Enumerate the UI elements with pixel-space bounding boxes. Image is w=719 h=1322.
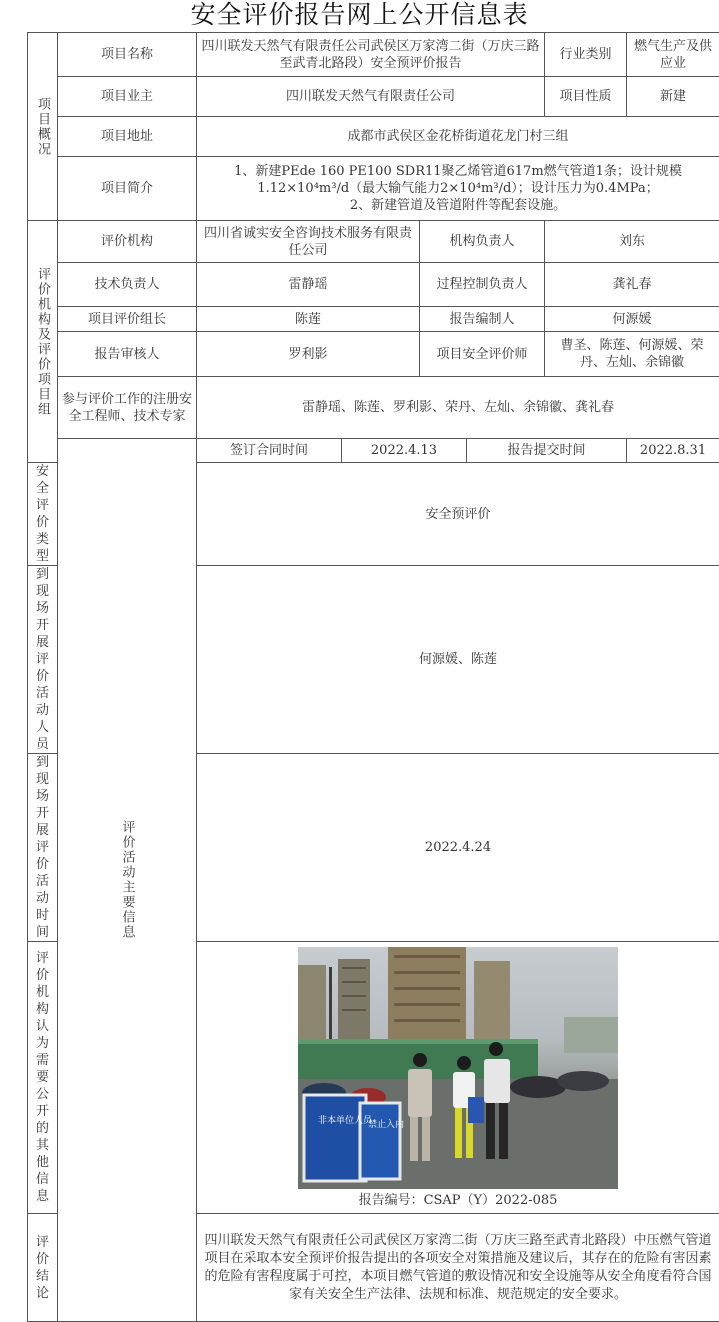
report-number: 报告编号：CSAP（Y）2022-085 (200, 1193, 716, 1209)
engineers-label: 参与评价工作的注册安全工程师、技术专家 (58, 377, 197, 439)
owner: 四川联发天然气有限责任公司 (197, 77, 545, 117)
conclusion-label: 评价结论 (28, 1214, 58, 1322)
reviewer-label: 报告审核人 (58, 332, 197, 377)
contract-date: 2022.4.13 (342, 439, 467, 463)
address-label: 项目地址 (58, 117, 197, 157)
writer: 何源媛 (545, 307, 719, 332)
agency: 四川省诚实安全咨询技术服务有限责任公司 (197, 221, 420, 263)
intro-line-1: 1、新建PEde 160 PE100 SDR11聚乙烯管道617m燃气管道1条；设计规模1.12×10⁴m³/d（最大输气能力2×10⁴m³/d）；设计压力为0.4MPa； (200, 163, 716, 197)
other-info-label: 评价机构认为需要公开的其他信息 (28, 942, 58, 1214)
project-name: 四川联发天然气有限责任公司武侯区万家湾二街（万庆三路至武青北路段）安全预评价报告 (197, 33, 545, 77)
other-info (197, 942, 719, 1214)
agency-label: 评价机构 (58, 221, 197, 263)
section-overview: 项目概况 (28, 33, 58, 221)
onsite-people-label: 到现场开展评价活动人员 (28, 566, 58, 754)
conclusion: 四川联发天然气有限责任公司武侯区万家湾二街（万庆三路至武青北路段）中压燃气管道项目在采取本安全预评价报告提出的各项安全对策措施及建议后，其存在的危险有害因素的危险有害程度属于可控，本项目燃气管道的敷设情况和安全设施等从安全角度看符合国家有关安全生产法律、法规和标准、规范规定的安全要求。 (197, 1214, 719, 1322)
agency-head: 刘东 (545, 221, 719, 263)
sign-text-1: 非本单位人员 (318, 1114, 373, 1126)
process-ctrl-label: 过程控制负责人 (420, 263, 545, 307)
tech-head: 雷静瑶 (197, 263, 420, 307)
industry: 燃气生产及供应业 (627, 33, 719, 77)
section-org: 评价机构及评价项目组 (28, 221, 58, 463)
site-photo-illustration (298, 947, 618, 1189)
intro-label: 项目简介 (58, 157, 197, 221)
evaluators-label: 项目安全评价师 (420, 332, 545, 377)
onsite-people: 何源媛、陈莲 (197, 566, 719, 754)
address: 成都市武侯区金花桥街道花龙门村三组 (197, 117, 719, 157)
owner-label: 项目业主 (58, 77, 197, 117)
tech-head-label: 技术负责人 (58, 263, 197, 307)
process-ctrl: 龚礼春 (545, 263, 719, 307)
leader-label: 项目评价组长 (58, 307, 197, 332)
onsite-time-label: 到现场开展评价活动时间 (28, 754, 58, 942)
engineers: 雷静瑶、陈莲、罗利影、荣丹、左灿、余锦徽、龚礼春 (197, 377, 719, 439)
project-name-label: 项目名称 (58, 33, 197, 77)
info-table (27, 32, 719, 1322)
industry-label: 行业类别 (545, 33, 627, 77)
agency-head-label: 机构负责人 (420, 221, 545, 263)
page-title: 安全评价报告网上公开信息表 (0, 0, 719, 30)
nature-label: 项目性质 (545, 77, 627, 117)
submit-label: 报告提交时间 (467, 439, 627, 463)
site-photo (298, 947, 618, 1189)
evaluators: 曹圣、陈莲、何源媛、荣丹、左灿、余锦徽 (545, 332, 719, 377)
leader: 陈莲 (197, 307, 420, 332)
intro (197, 157, 719, 221)
reviewer: 罗利影 (197, 332, 420, 377)
type-label: 安全评价类型 (28, 463, 58, 566)
section-activity: 评价活动主要信息 (58, 439, 197, 1322)
nature: 新建 (627, 77, 719, 117)
intro-line-2: 2、新建管道及管道附件等配套设施。 (200, 197, 716, 214)
onsite-time: 2022.4.24 (197, 754, 719, 942)
writer-label: 报告编制人 (420, 307, 545, 332)
contract-label: 签订合同时间 (197, 439, 342, 463)
type: 安全预评价 (197, 463, 719, 566)
submit-date: 2022.8.31 (627, 439, 719, 463)
sign-text-2: 禁止入内 (368, 1118, 404, 1130)
